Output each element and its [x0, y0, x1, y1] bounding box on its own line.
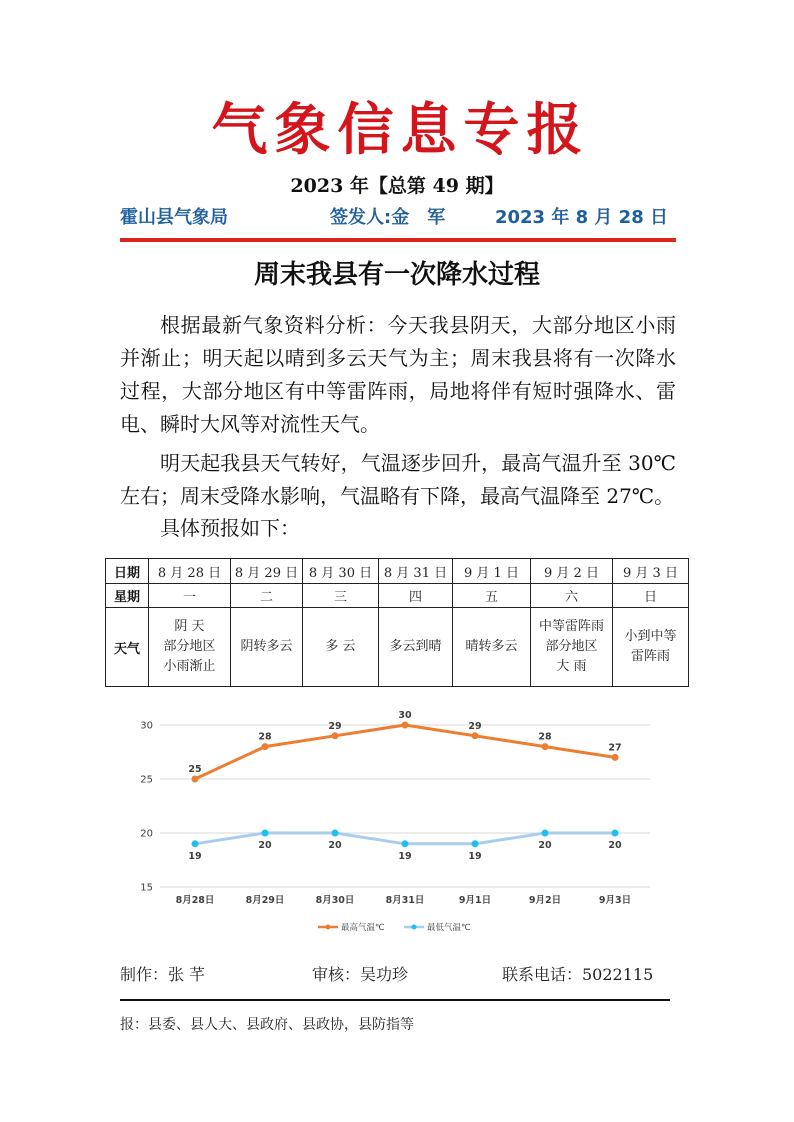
date-cell: 8 月 31 日: [379, 559, 453, 584]
weekday-cell: 五: [453, 584, 531, 608]
date-row: [106, 559, 689, 584]
max-temp-point: [192, 776, 199, 783]
max-temp-point: [542, 743, 549, 750]
paragraph-line: 电、瞬时大风等对流性天气。: [120, 412, 380, 436]
weekday-cell: 日: [613, 584, 689, 608]
min-temp-point: [262, 830, 269, 837]
min-temp-point: [402, 840, 409, 847]
distribution-list: 报：县委、县人大、县政府、县政协，县防指等: [120, 1017, 414, 1033]
x-tick-label: 8月29日: [245, 895, 285, 906]
weather-row: [106, 608, 689, 687]
paragraph-line: 具体预报如下：: [160, 516, 300, 540]
row-label-weather: 天气: [106, 608, 149, 687]
min-temp-data-label: 20: [538, 840, 552, 851]
y-tick-label: 20: [140, 828, 153, 840]
min-temp-data-label: 20: [608, 840, 622, 851]
max-temp-data-label: 29: [468, 720, 482, 732]
weekday-cell: 一: [149, 584, 231, 608]
y-tick-label: 30: [140, 720, 153, 732]
paragraph-line: 左右；周末受降水影响，气温略有下降，最高气温降至 27℃。: [120, 484, 675, 508]
max-temp-data-label: 27: [608, 742, 622, 754]
date-cell: 9 月 3 日: [613, 559, 689, 584]
legend-marker-max-temp: [326, 925, 331, 930]
max-temp-data-label: 30: [398, 710, 412, 721]
x-tick-label: 9月2日: [528, 895, 562, 906]
min-temp-point: [192, 840, 199, 847]
weather-cell: 多云到晴: [379, 608, 453, 687]
weather-cell: 中等雷阵雨 部分地区 大 雨: [531, 608, 613, 687]
weekday-cell: 三: [303, 584, 379, 608]
contact-phone: 联系电话：5022115: [502, 965, 654, 984]
x-tick-label: 9月3日: [598, 895, 632, 906]
paragraph-line: 根据最新气象资料分析：今天我县阴天，大部分地区小雨: [160, 313, 676, 337]
legend-label-max-temp: 最高气温℃: [341, 923, 385, 933]
weekday-cell: 四: [379, 584, 453, 608]
min-temp-data-label: 20: [328, 840, 342, 851]
max-temp-data-label: 28: [538, 731, 552, 743]
weather-cell: 阴 天 部分地区 小雨渐止: [149, 608, 231, 687]
legend-marker-min-temp: [412, 925, 417, 930]
weather-cell: 小到中等 雷阵雨: [613, 608, 689, 687]
reviewer: 审核：吴功珍: [312, 965, 409, 984]
header-divider: [120, 238, 676, 242]
paragraph-line: 并渐止；明天起以晴到多云天气为主；周末我县将有一次降水: [120, 346, 676, 370]
weekday-cell: 二: [231, 584, 303, 608]
x-tick-label: 9月1日: [458, 895, 492, 906]
min-temp-data-label: 19: [188, 850, 202, 862]
max-temp-point: [332, 732, 339, 739]
min-temp-data-label: 20: [258, 840, 272, 851]
min-temp-data-label: 19: [468, 850, 482, 862]
article-heading: 周末我县有一次降水过程: [253, 260, 540, 290]
weather-cell: 多 云: [303, 608, 379, 687]
bulletin-title: 气象信息专报: [211, 97, 590, 163]
y-tick-label: 25: [140, 774, 153, 786]
max-temp-point: [472, 732, 479, 739]
issue-date: 2023 年 8 月 28 日: [494, 207, 668, 228]
max-temp-data-label: 29: [328, 720, 342, 732]
max-temp-data-label: 25: [188, 764, 202, 775]
date-cell: 9 月 2 日: [531, 559, 613, 584]
issue-number: 2023 年【总第 49 期】: [290, 175, 504, 197]
producer: 制作：张 芊: [120, 965, 206, 984]
date-cell: 9 月 1 日: [453, 559, 531, 584]
weekday-row: [106, 584, 689, 608]
weekday-cell: 六: [531, 584, 613, 608]
weather-cell: 阴转多云: [231, 608, 303, 687]
temperature-chart-svg: [100, 700, 690, 945]
x-tick-label: 8月31日: [385, 895, 425, 906]
row-label-date: 日期: [106, 559, 149, 584]
footer-divider: [120, 999, 670, 1001]
forecast-table: [105, 558, 689, 687]
y-tick-label: 15: [140, 882, 153, 894]
x-tick-label: 8月28日: [175, 895, 215, 906]
min-temp-point: [332, 830, 339, 837]
row-label-weekday: 星期: [106, 584, 149, 608]
max-temp-point: [612, 754, 619, 761]
signer: 签发人:金 军: [330, 207, 446, 228]
max-temp-data-label: 28: [258, 731, 272, 743]
max-temp-point: [262, 743, 269, 750]
min-temp-point: [612, 830, 619, 837]
min-temp-point: [472, 840, 479, 847]
min-temp-point: [542, 830, 549, 837]
temperature-chart: [100, 700, 690, 945]
paragraph-line: 明天起我县天气转好，气温逐步回升，最高气温升至 30℃: [160, 451, 676, 475]
date-cell: 8 月 29 日: [231, 559, 303, 584]
weather-cell: 晴转多云: [453, 608, 531, 687]
min-temp-data-label: 19: [398, 850, 412, 862]
legend-label-min-temp: 最低气温℃: [427, 923, 471, 933]
x-tick-label: 8月30日: [315, 895, 355, 906]
paragraph-line: 过程，大部分地区有中等雷阵雨，局地将伴有短时强降水、雷: [120, 379, 676, 403]
date-cell: 8 月 30 日: [303, 559, 379, 584]
max-temp-point: [402, 722, 409, 729]
issuing-organization: 霍山县气象局: [120, 207, 228, 228]
date-cell: 8 月 28 日: [149, 559, 231, 584]
